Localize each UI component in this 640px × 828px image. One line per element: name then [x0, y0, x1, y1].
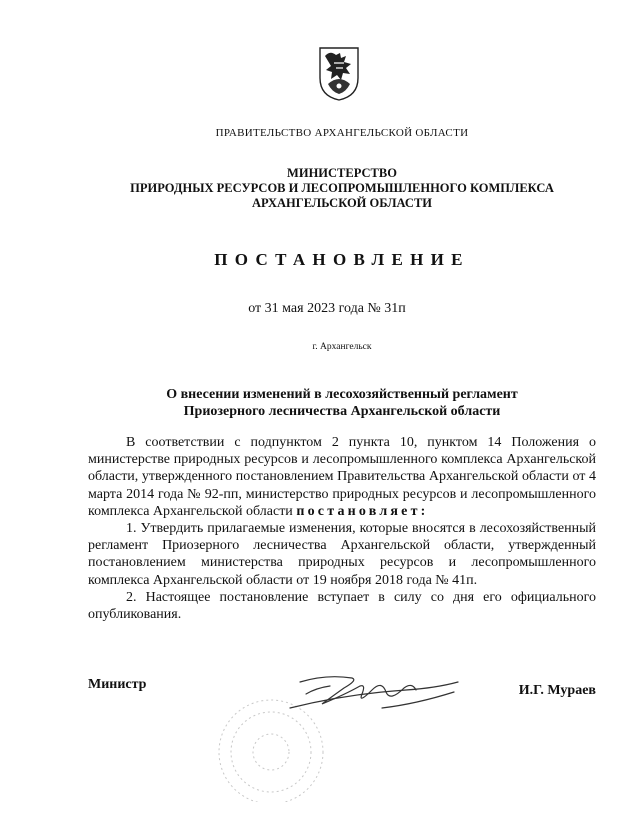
date-number: от 31 мая 2023 года № 31п — [248, 301, 406, 316]
subject-line: О внесении изменений в лесохозяйственный регламент — [166, 387, 518, 402]
resolves-word: постановляет: — [296, 503, 429, 519]
signatory-position: Министр — [88, 677, 147, 692]
resolution-item: 2. Настоящее постановление вступает в силу со дня его официального опубликования. — [88, 589, 596, 623]
ministry-line: АРХАНГЕЛЬСКОЙ ОБЛАСТИ — [252, 196, 432, 210]
subject-line: Приозерного лесничества Архангельской области — [183, 404, 501, 419]
coat-of-arms-icon — [316, 44, 362, 102]
ministry-line: МИНИСТЕРСТВО — [287, 166, 397, 180]
document-subject — [0, 386, 640, 420]
document-type: ПОСТАНОВЛЕНИЕ — [214, 250, 470, 269]
handwritten-signature — [286, 664, 466, 724]
city: г. Архангельск — [312, 342, 372, 352]
document-body — [88, 434, 596, 623]
ministry-header — [0, 166, 640, 211]
intro-text: В соответствии с подпунктом 2 пункта 10, пунктом 14 Положения о министерстве природных ресурсов и лесопромышленного комплекса Архангельской области, утвержденного постановлением Правительства Архангельской области от 4 марта 2014 года № 92-пп, министерство природных ресурсов и лесопромышленного комплекса Архангельской области — [88, 435, 596, 519]
signatory-name: И.Г. Мураев — [518, 683, 596, 698]
ministry-line: ПРИРОДНЫХ РЕСУРСОВ И ЛЕСОПРОМЫШЛЕННОГО КОМПЛЕКСА — [130, 181, 554, 195]
government-header: ПРАВИТЕЛЬСТВО АРХАНГЕЛЬСКОЙ ОБЛАСТИ — [215, 127, 469, 139]
resolution-item: 1. Утвердить прилагаемые изменения, которые вносятся в лесохозяйственный регламент Приозерного лесничества Архангельской области, утвержденный постановлением министерства природных ресурсов и лесопромышленного комплекса Архангельской области от 19 ноября 2018 года № 41п. — [88, 521, 596, 588]
intro-paragraph — [88, 434, 596, 520]
